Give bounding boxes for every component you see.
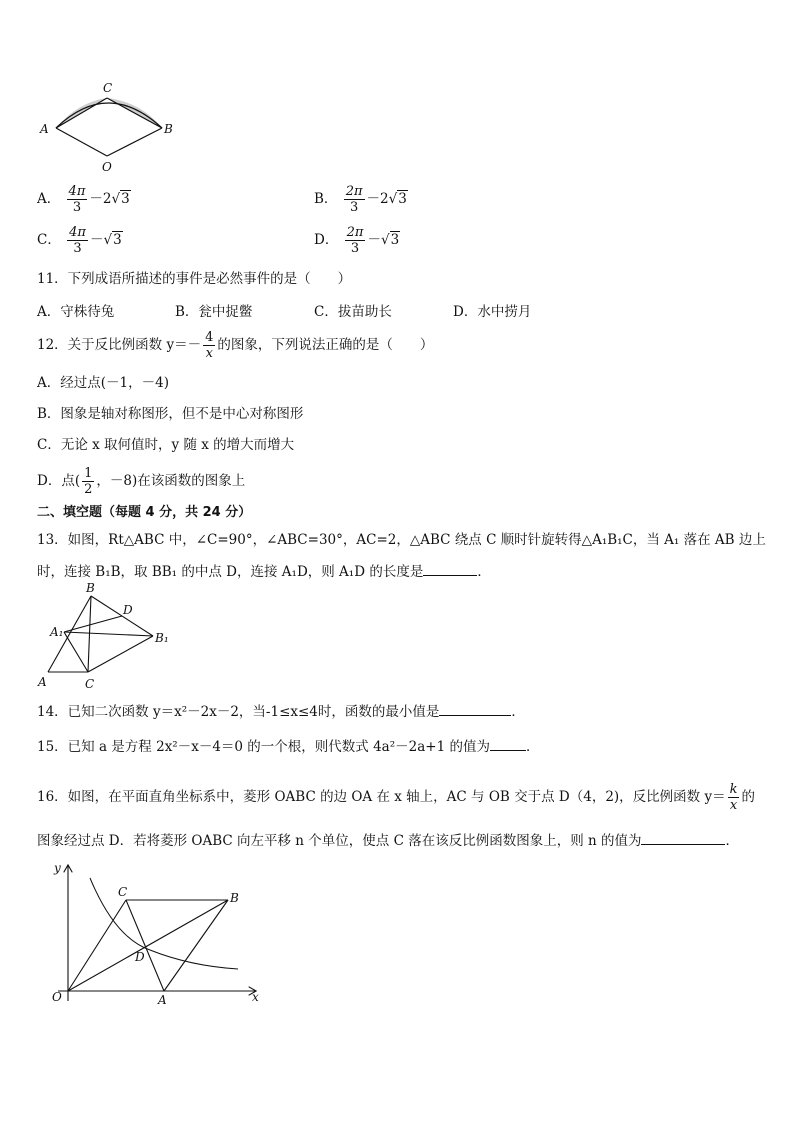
- answer-blank[interactable]: [439, 703, 511, 716]
- q15-end: ．: [525, 739, 540, 755]
- q14-end: ．: [511, 704, 525, 720]
- rhombus-coordinate-figure: [40, 858, 270, 1008]
- option-d-a: D．点(: [37, 473, 81, 489]
- q14-text-a: 14．已知二次函数 y＝x²－2x－2，当-1≤x≤4时，函数的最小值是: [37, 704, 440, 720]
- q10-option-d[interactable]: [314, 225, 400, 256]
- sector-figure: [36, 80, 186, 175]
- q13-end: ．: [477, 564, 491, 580]
- q12-option-d[interactable]: [37, 466, 245, 497]
- q11-option-d[interactable]: D．水中捞月: [453, 304, 532, 320]
- q12-option-a[interactable]: A．经过点(－1，－4): [37, 375, 169, 391]
- seg-a1d: [64, 616, 122, 632]
- q13-line2-text: 时，连接 B₁B，取 BB₁ 的中点 D，连接 A₁D，则 A₁D 的长度是: [37, 564, 424, 580]
- option-letter: B．: [314, 191, 338, 207]
- q10-option-a[interactable]: [37, 184, 131, 215]
- option-d-b: ，－8)在该函数的图象上: [96, 473, 246, 489]
- q12-stem-a: 12．关于反比例函数 y＝－: [37, 337, 202, 353]
- seg-a1c: [64, 632, 88, 672]
- sqrt: √3: [111, 191, 130, 207]
- q16-line1-b: 的: [741, 789, 755, 805]
- seg-bc: [88, 596, 91, 672]
- rotation-figure: [36, 582, 186, 692]
- seg-ob: [68, 900, 228, 991]
- fraction: $\frac{4}{x}$: [205, 330, 214, 361]
- fraction: $\frac{4\pi}{3}$: [68, 184, 86, 215]
- answer-blank[interactable]: [641, 832, 725, 845]
- fraction: $\frac{2\pi}{3}$: [346, 225, 364, 256]
- option-tail: －2: [89, 191, 112, 207]
- label-b1: B₁: [155, 631, 169, 645]
- q10-option-c[interactable]: [37, 225, 123, 256]
- label-b: B: [164, 122, 173, 136]
- section-title: 二、填空题（每题 4 分，共 24 分）: [37, 505, 252, 520]
- q16-end: ．: [725, 833, 739, 849]
- label-c: C: [118, 885, 128, 899]
- label-a1: A₁: [50, 625, 64, 639]
- q15-text: [37, 737, 539, 757]
- sqrt: √3: [103, 232, 122, 248]
- q10-option-b[interactable]: [314, 184, 408, 215]
- fraction: $\frac{1}{2}$: [84, 466, 93, 497]
- label-b: B: [86, 582, 95, 595]
- seg-ba: [164, 900, 228, 991]
- q13-line1: 13．如图，Rt△ABC 中，∠C=90°，∠ABC=30°，AC=2，△ABC 绕点 C 顺时针旋转得△A₁B₁C，当 A₁ 落在 AB 边上: [37, 532, 766, 548]
- option-tail: －2: [366, 191, 389, 207]
- fraction: $\frac{4\pi}{3}$: [69, 225, 86, 256]
- hyperbola: [90, 878, 238, 969]
- label-c: C: [103, 81, 113, 95]
- sqrt: √3: [380, 232, 400, 248]
- label-a: A: [158, 993, 167, 1007]
- q16-line2: [37, 831, 739, 851]
- q12-stem: [37, 330, 433, 361]
- q12-stem-b: 的图象，下列说法正确的是（ ）: [217, 337, 434, 353]
- q12-option-b[interactable]: B．图象是轴对称图形，但不是中心对称图形: [37, 406, 304, 422]
- q13-line2: [37, 562, 491, 582]
- label-a: A: [38, 675, 47, 689]
- q12-option-c[interactable]: C．无论 x 取何值时，y 随 x 的增大而增大: [37, 437, 295, 453]
- answer-blank[interactable]: [490, 738, 526, 751]
- sqrt: √3: [388, 191, 407, 207]
- fraction: $\frac{k}{x}$: [729, 782, 738, 813]
- seg-b1c: [88, 636, 153, 672]
- seg-ac: [56, 98, 107, 128]
- option-letter: D．: [314, 232, 339, 248]
- option-tail: －: [367, 232, 381, 248]
- fraction: $\frac{2\pi}{3}$: [345, 184, 363, 215]
- label-b: B: [230, 891, 239, 905]
- q15-text-a: 15．已知 a 是方程 2x²－x－4＝0 的一个根，则代数式 4a²－2a+1 的值为: [37, 739, 490, 755]
- label-x: x: [252, 990, 259, 1004]
- q16-line1: [37, 782, 755, 813]
- seg-ao: [56, 128, 107, 156]
- q16-line1-a: 16．如图，在平面直角坐标系中，菱形 OABC 的边 OA 在 x 轴上，AC 与 OB 交于点 D（4，2)，反比例函数 y＝: [37, 789, 726, 805]
- label-d: D: [123, 603, 133, 617]
- seg-ob: [107, 128, 162, 156]
- seg-oc: [68, 900, 126, 991]
- seg-cb: [107, 98, 162, 128]
- q11-option-a[interactable]: A．守株待兔: [37, 304, 115, 320]
- seg-ca: [126, 900, 164, 991]
- label-y: y: [54, 861, 61, 875]
- label-o: O: [52, 990, 62, 1004]
- arc-ab: [56, 103, 162, 128]
- q16-line2-text: 图象经过点 D．若将菱形 OABC 向左平移 n 个单位，使点 C 落在该反比例函数图象上，则 n 的值为: [37, 833, 642, 849]
- label-c: C: [85, 677, 95, 691]
- q11-option-b[interactable]: B．瓮中捉鳖: [175, 304, 253, 320]
- seg-a1b1: [64, 632, 153, 636]
- label-o: O: [102, 160, 112, 174]
- label-a: A: [40, 122, 49, 136]
- option-tail: －: [89, 232, 104, 248]
- q11-option-c[interactable]: C．拔苗助长: [314, 304, 392, 320]
- q14-text: [37, 702, 525, 722]
- option-letter: A．: [37, 191, 61, 207]
- q11-stem: 11．下列成语所描述的事件是必然事件的是（ ）: [37, 271, 352, 287]
- option-letter: C．: [37, 232, 61, 248]
- answer-blank[interactable]: [423, 563, 477, 576]
- label-d: D: [135, 950, 145, 964]
